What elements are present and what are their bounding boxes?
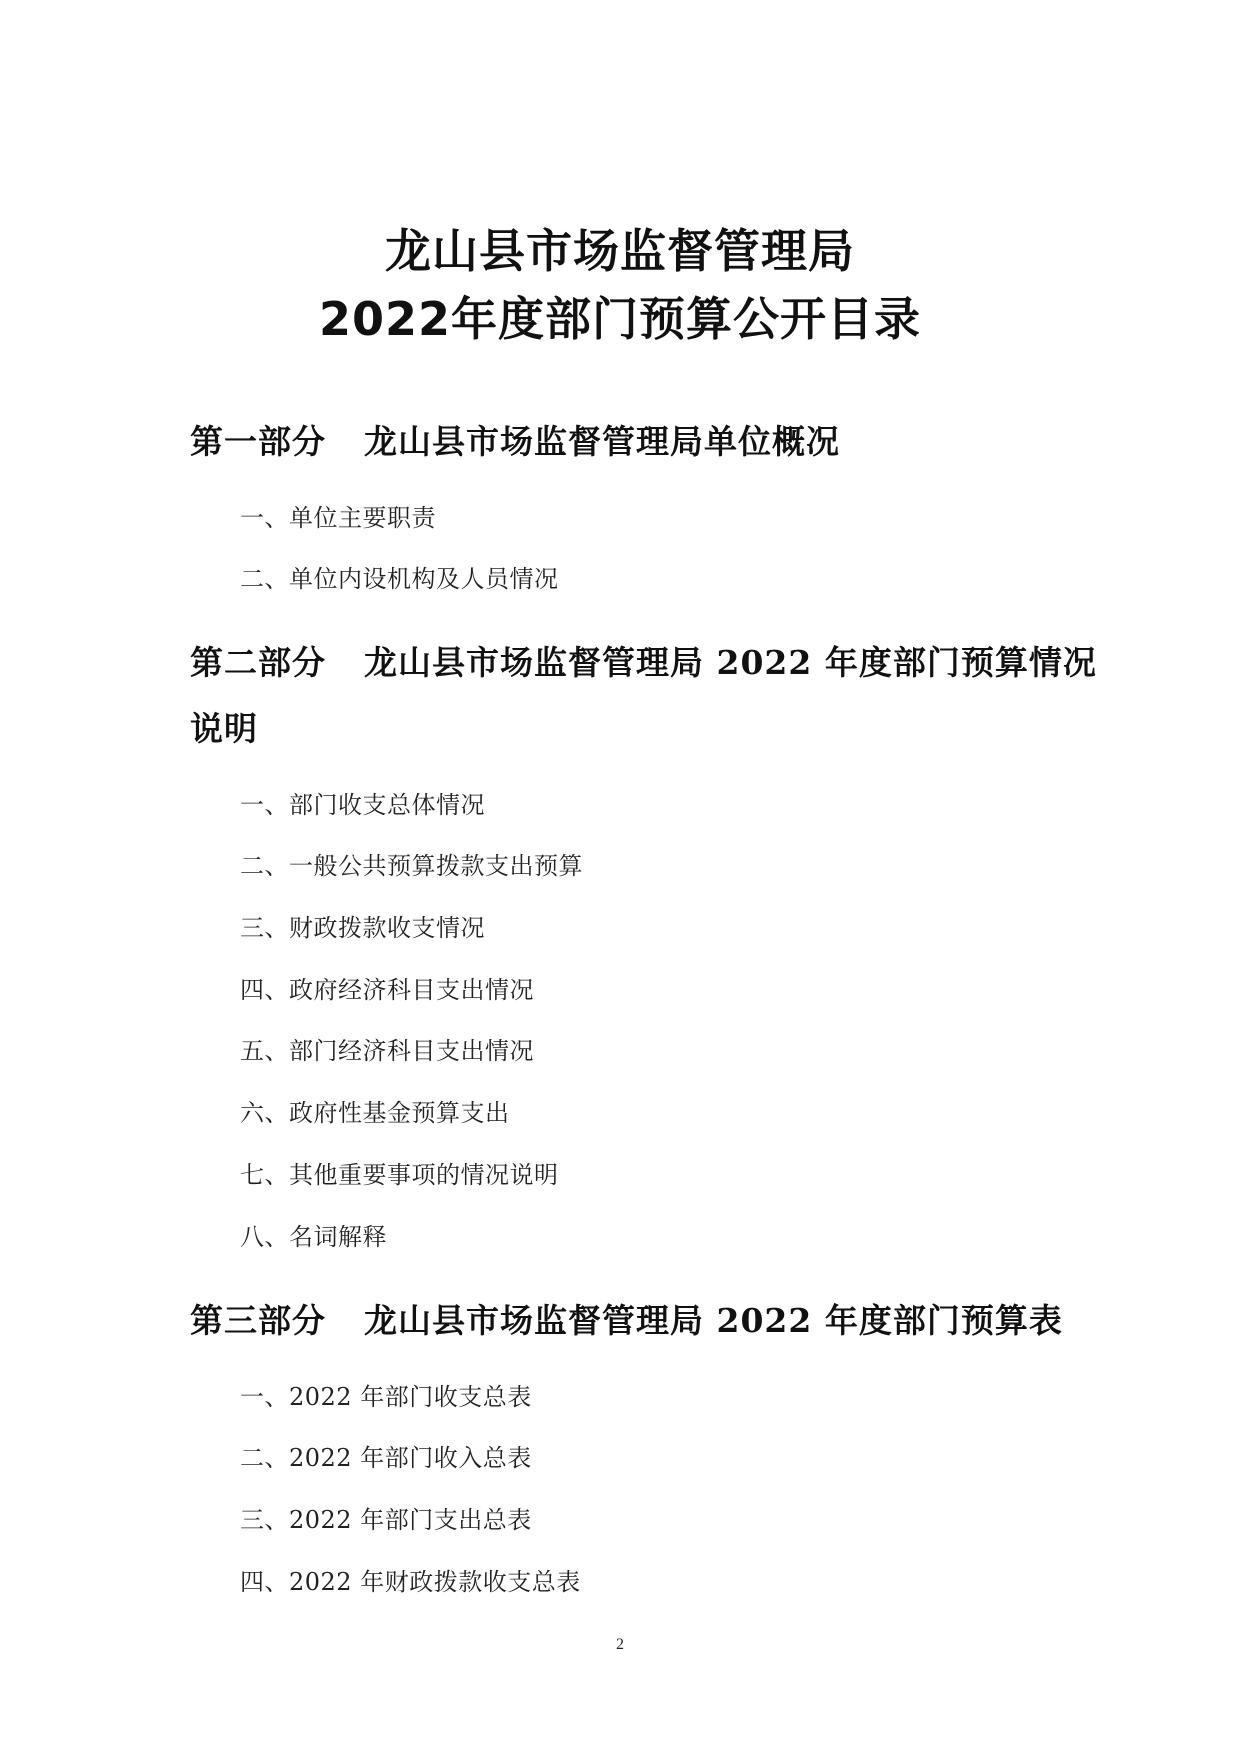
part-1-item-1: 一、单位主要职责 [240, 504, 436, 532]
part-2-item-3: 三、财政拨款收支情况 [240, 914, 485, 942]
part-2-heading [190, 639, 1097, 687]
part-2-item-2: 二、一般公共预算拨款支出预算 [240, 852, 583, 880]
part-3-title: 龙山县市场监督管理局 2022 年度部门预算表 [364, 1301, 1063, 1340]
document-title-line-1: 龙山县市场监督管理局 [385, 224, 855, 278]
part-1-item-2: 二、单位内设机构及人员情况 [240, 565, 559, 593]
part-1-label: 第一部分 [190, 422, 326, 461]
part-2-heading-continued: 说明 [190, 709, 258, 748]
part-1-heading [190, 418, 840, 466]
part-2-item-8: 八、名词解释 [240, 1223, 387, 1251]
part-3-item-3: 三、2022 年部门支出总表 [240, 1506, 532, 1534]
part-3-heading [190, 1297, 1063, 1345]
part-2-item-7: 七、其他重要事项的情况说明 [240, 1161, 559, 1189]
part-3-item-4: 四、2022 年财政拨款收支总表 [240, 1568, 581, 1596]
part-1-title: 龙山县市场监督管理局单位概况 [364, 422, 840, 461]
document-title-line-2: 2022年度部门预算公开目录 [318, 292, 922, 346]
part-2-label: 第二部分 [190, 643, 326, 682]
part-3-label: 第三部分 [190, 1301, 326, 1340]
page-number: 2 [616, 1636, 624, 1653]
part-2-item-1: 一、部门收支总体情况 [240, 791, 485, 819]
part-3-item-1: 一、2022 年部门收支总表 [240, 1383, 532, 1411]
part-2-item-5: 五、部门经济科目支出情况 [240, 1037, 534, 1065]
part-2-title: 龙山县市场监督管理局 2022 年度部门预算情况 [364, 643, 1097, 682]
part-3-item-2: 二、2022 年部门收入总表 [240, 1444, 532, 1472]
part-2-item-4: 四、政府经济科目支出情况 [240, 976, 534, 1004]
part-2-item-6: 六、政府性基金预算支出 [240, 1099, 510, 1127]
